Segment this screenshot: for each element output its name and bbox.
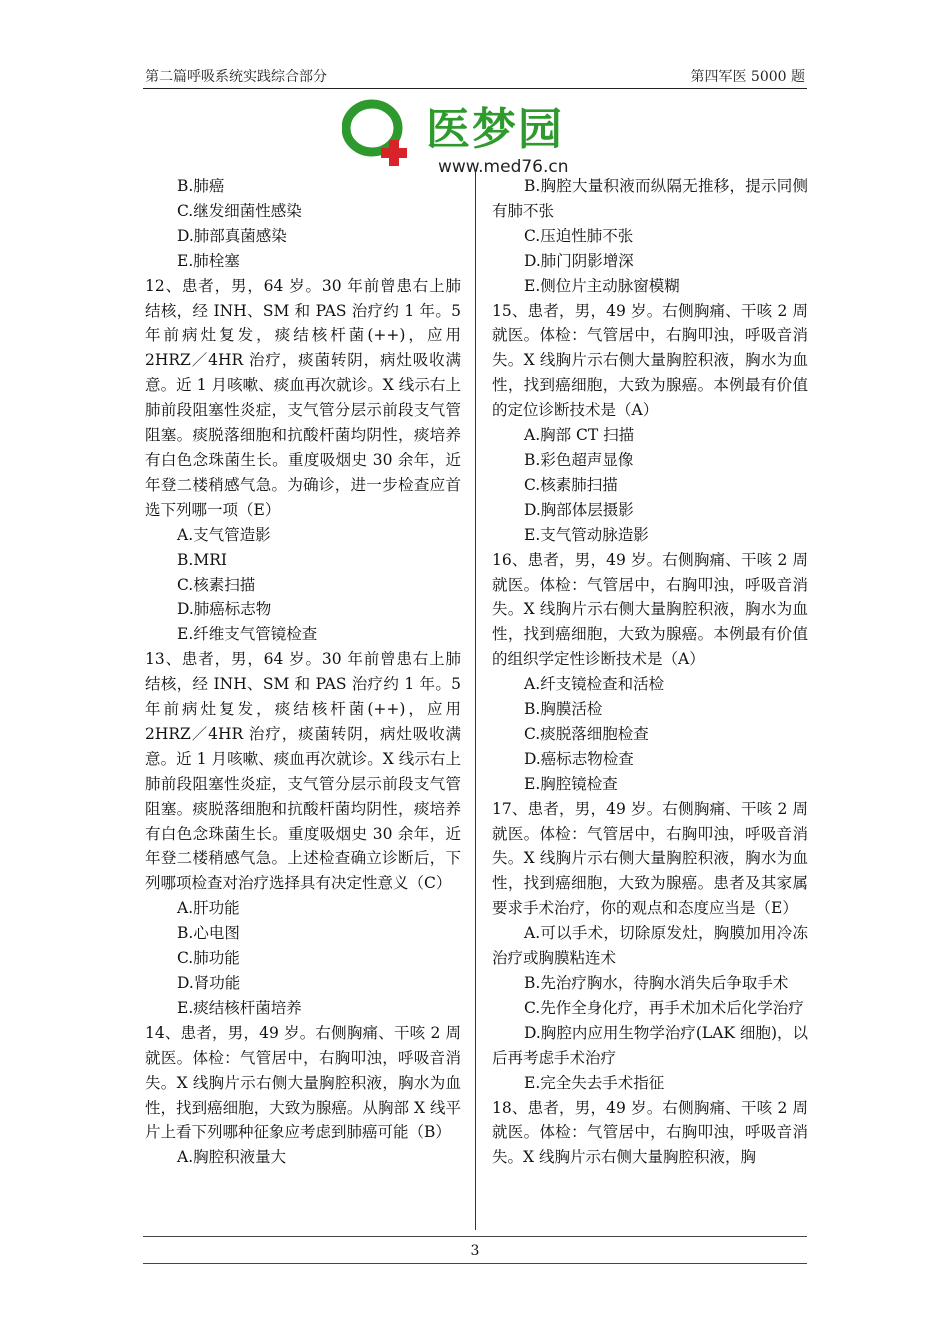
answer-option: D.胸部体层摄影 xyxy=(524,500,634,519)
answer-option: E.侧位片主动脉窗模糊 xyxy=(524,276,680,295)
answer-option: E.完全失去手术指征 xyxy=(524,1073,665,1092)
question-stem: 15、患者，男，49 岁。右侧胸痛、干咳 2 周就医。体检：气管居中，右胸叩浊，呼吸音消失。X 线胸片示右侧大量胸腔积液，胸水为血性，找到癌细胞，大致为腺癌。本例最有价值的定位诊断技术是（A） xyxy=(492,301,808,420)
page-number: 3 xyxy=(470,1243,480,1259)
header-divider xyxy=(143,88,807,89)
answer-option: E.支气管动脉造影 xyxy=(524,525,649,544)
answer-option: B.心电图 xyxy=(177,924,240,943)
running-header-left: 第二篇呼吸系统实践综合部分 xyxy=(145,69,327,85)
answer-option: C.压迫性肺不张 xyxy=(524,226,634,245)
right-column xyxy=(492,174,808,1170)
answer-option: D.肺癌标志物 xyxy=(177,600,272,619)
answer-option: B.彩色超声显像 xyxy=(524,450,634,469)
site-logo xyxy=(342,96,604,178)
running-header-right: 第四军医 5000 题 xyxy=(690,69,805,85)
answer-option: C.核素肺扫描 xyxy=(524,475,618,494)
answer-option: B.胸腔大量积液而纵隔无推移，提示同侧有肺不张 xyxy=(492,177,808,220)
answer-option: C.先作全身化疗，再手术加术后化学治疗 xyxy=(524,998,804,1017)
answer-option: D.胸腔内应用生物学治疗(LAK 细胞)，以后再考虑手术治疗 xyxy=(492,1023,808,1067)
column-divider xyxy=(475,172,476,1230)
answer-option: D.肾功能 xyxy=(177,974,241,992)
answer-option: E.肺栓塞 xyxy=(177,251,240,270)
answer-option: E.胸腔镜检查 xyxy=(524,774,618,793)
footer-divider-bottom xyxy=(143,1263,807,1264)
answer-option: D.肺部真菌感染 xyxy=(177,226,287,245)
logo-url: www.med76.cn xyxy=(438,157,569,177)
answer-option: C.肺功能 xyxy=(177,949,240,968)
answer-option: A.可以手术，切除原发灶，胸膜加用冷冻治疗或胸膜粘连术 xyxy=(492,924,808,968)
answer-option: D.肺门阴影增深 xyxy=(524,251,634,270)
footer-divider-top xyxy=(143,1236,807,1237)
answer-option: E.痰结核杆菌培养 xyxy=(177,998,302,1017)
question-stem: 17、患者，男，49 岁。右侧胸痛、干咳 2 周就医。体检：气管居中，右胸叩浊，呼吸音消失。X 线胸片示右侧大量胸腔积液，胸水为血性，找到癌细胞，大致为腺癌。患者及其家属要求手术治疗，你的观点和态度应当是（E） xyxy=(492,799,808,918)
answer-option: B.肺癌 xyxy=(177,177,225,195)
answer-option: A.支气管造影 xyxy=(177,525,271,544)
answer-option: B.先治疗胸水，待胸水消失后争取手术 xyxy=(524,974,789,992)
question-stem: 14、患者，男，49 岁。右侧胸痛、干咳 2 周就医。体检：气管居中，右胸叩浊，呼吸音消失。X 线胸片示右侧大量胸腔积液，胸水为血性，找到癌细胞，大致为腺癌。从胸部 X 线平片上看下列哪种征象应考虑到肺癌可能（B） xyxy=(145,1023,461,1142)
answer-option: A.胸腔积液量大 xyxy=(177,1148,287,1167)
answer-option: E.纤维支气管镜检查 xyxy=(177,625,318,644)
question-stem: 13、患者，男，64 岁。30 年前曾患右上肺结核，经 INH、SM 和 PAS 治疗约 1 年。5 年前病灶复发，痰结核杆菌(++)，应用 2HRZ／4HR 治疗，痰菌转阴，病灶吸收满意。近 1 月咳嗽、痰血再次就诊。X 线示右上肺前段阻塞性炎症，支气管分层示前段支气管阻塞。痰脱落细胞和抗酸杆菌均阴性，痰培养有白色念珠菌生长。重度吸烟史 30 余年，近年登二楼稍感气急。上述检查确立诊断后，下列哪项检查对治疗选择具有决定性意义（C） xyxy=(145,650,461,893)
answer-option: A.纤支镜检查和活检 xyxy=(524,675,665,694)
question-stem: 18、患者，男，49 岁。右侧胸痛、干咳 2 周就医。体检：气管居中，右胸叩浊，呼吸音消失。X 线胸片示右侧大量胸腔积液，胸 xyxy=(492,1098,808,1167)
question-stem: 16、患者，男，49 岁。右侧胸痛、干咳 2 周就医。体检：气管居中，右胸叩浊，呼吸音消失。X 线胸片示右侧大量胸腔积液，胸水为血性，找到癌细胞，大致为腺癌。本例最有价值的组织学定性诊断技术是（A） xyxy=(492,550,808,669)
answer-option: C.继发细菌性感染 xyxy=(177,201,302,220)
answer-option: A.胸部 CT 扫描 xyxy=(524,426,635,445)
answer-option: B.胸膜活检 xyxy=(524,700,603,719)
answer-option: A.肝功能 xyxy=(177,899,240,918)
question-stem: 12、患者，男，64 岁。30 年前曾患右上肺结核，经 INH、SM 和 PAS 治疗约 1 年。5 年前病灶复发，痰结核杆菌(++)，应用 2HRZ／4HR 治疗，痰菌转阴，病灶吸收满意。近 1 月咳嗽、痰血再次就诊。X 线示右上肺前段阻塞性炎症，支气管分层示前段支气管阻塞。痰脱落细胞和抗酸杆菌均阴性，痰培养有白色念珠菌生长。重度吸烟史 30 余年，近年登二楼稍感气急。为确诊，进一步检查应首选下列哪一项（E） xyxy=(145,276,461,519)
answer-option: B.MRI xyxy=(177,550,227,569)
left-column xyxy=(145,174,461,1170)
logo-title: 医梦园 xyxy=(426,104,564,155)
answer-option: C.核素扫描 xyxy=(177,575,256,594)
answer-option: C.痰脱落细胞检查 xyxy=(524,724,649,743)
answer-option: D.癌标志物检查 xyxy=(524,749,634,768)
